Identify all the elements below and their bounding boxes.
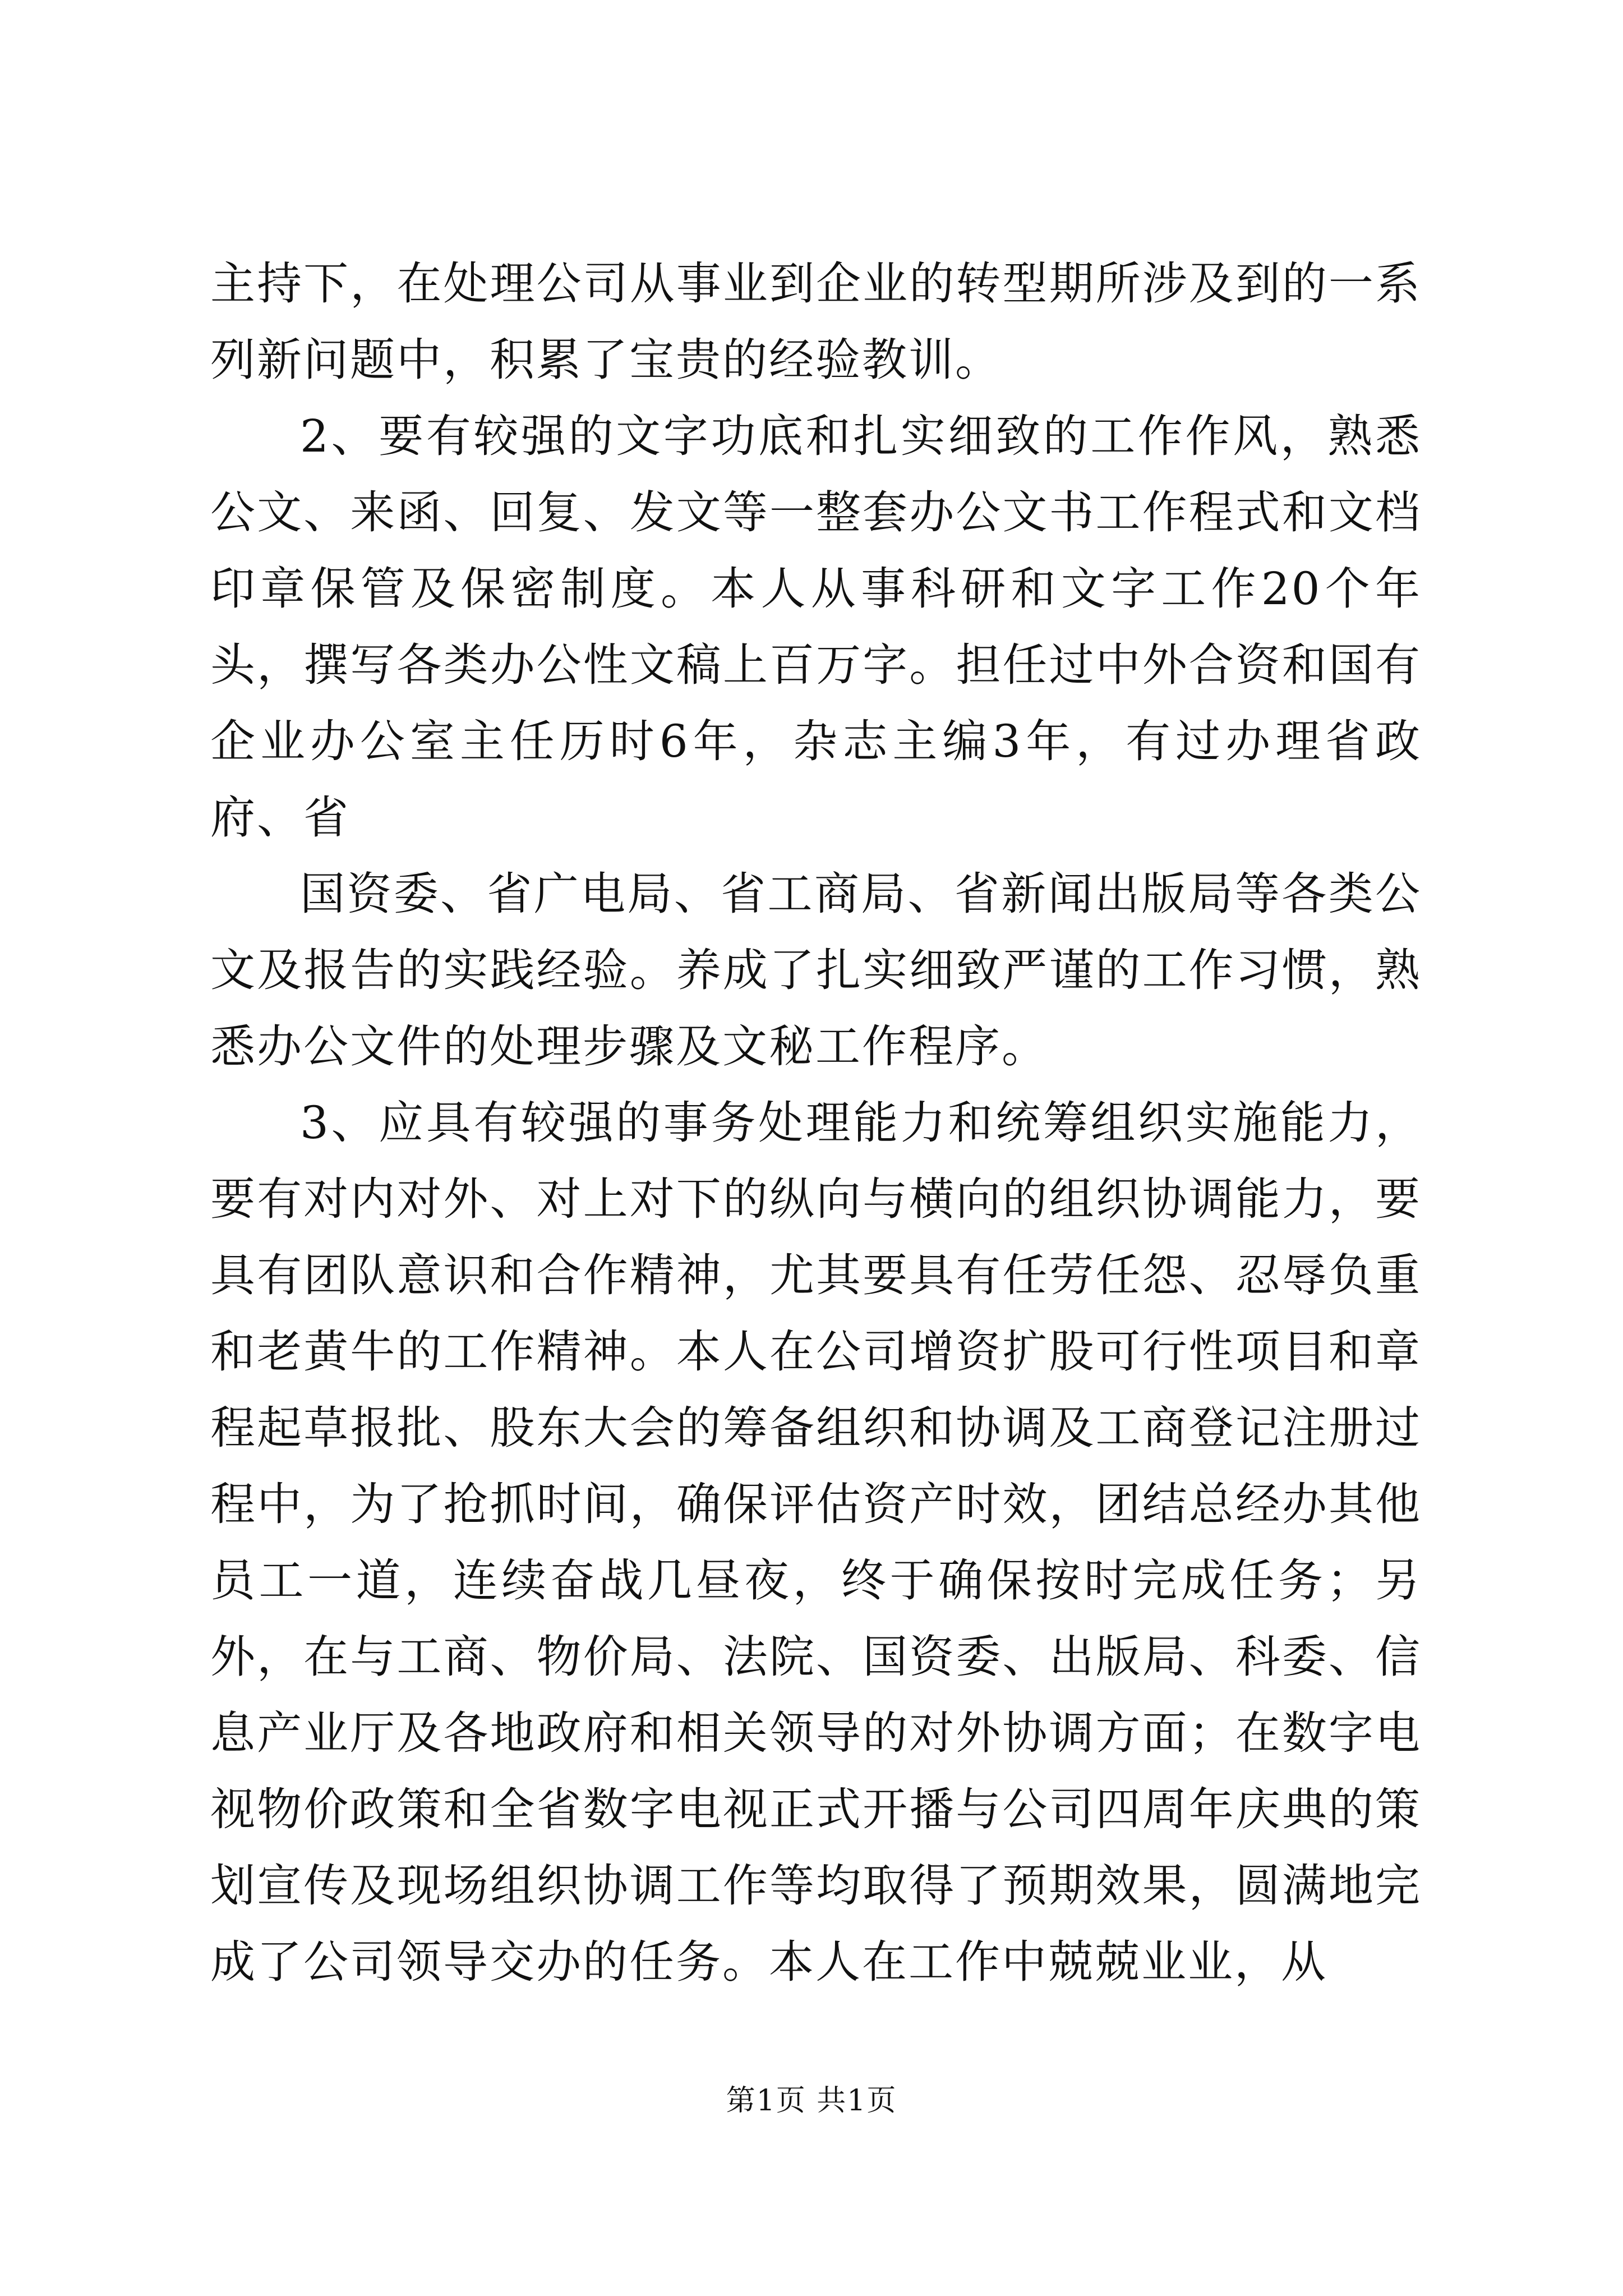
paragraph-3: 国资委、省广电局、省工商局、省新闻出版局等各类公文及报告的实践经验。养成了扎实细致严谨的工作习惯，熟悉办公文件的处理步骤及文秘工作程序。 <box>210 868 1422 1073</box>
paragraph-4: 3、应具有较强的事务处理能力和统筹组织实施能力，要有对内对外、对上对下的纵向与横向的组织协调能力，要具有团队意识和合作精神，尤其要具有任劳任怨、忍辱负重和老黄牛的工作精神。本人在公司增资扩股可行性项目和章程起草报批、股东大会的筹备组织和协调及工商登记注册过程中，为了抢抓时间，确保评估资产时效，团结总经办其他员工一道，连续奋战几昼夜，终于确保按时完成任务；另外，在与工商、物价局、法院、国资委、出版局、科委、信息产业厅及各地政府和相关领导的对外协调方面；在数字电视物价政策和全省数字电视正式开播与公司四周年庆典的策划宣传及现场组织协调工作等均取得了预期效果，圆满地完成了公司领导交办的任务。本人在工作中兢兢业业，从 <box>210 1097 1422 1988</box>
paragraph-2: 2、要有较强的文字功底和扎实细致的工作作风，熟悉公文、来函、回复、发文等一整套办公文书工作程式和文档印章保管及保密制度。本人从事科研和文字工作20个年头，撰写各类办公性文稿上百万字。担任过中外合资和国有企业办公室主任历时6年，杂志主编3年，有过办理省政府、省 <box>210 410 1422 844</box>
page-footer: 第1页 共1页 <box>726 2084 897 2118</box>
paragraph-1: 主持下，在处理公司从事业到企业的转型期所涉及到的一系列新问题中，积累了宝贵的经验教训。 <box>210 257 1422 386</box>
document-body <box>210 246 1422 2000</box>
